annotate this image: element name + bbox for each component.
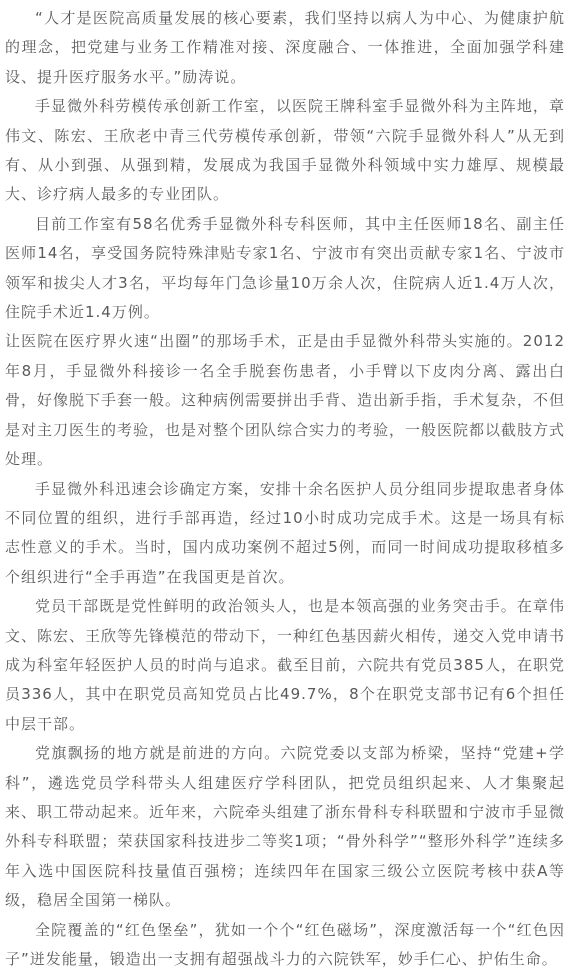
paragraph-party-members: 党员干部既是党性鲜明的政治领头人，也是本领高强的业务突击手。在章伟文、陈宏、王欣等先锋模范的带动下，一种红色基因薪火相传，递交入党申请书成为科室年轻医护人员的时尚与追求。截至目前，六院共有党员385人，在职党员336人，其中在职党员高知党员占比49.7%，8个在职党支部书记有6个担任中层干部。 xyxy=(5,597,566,733)
article-body xyxy=(5,4,565,974)
paragraph-surgery-result: 手显微外科迅速会诊确定方案，安排十余名医护人员分组同步提取患者身体不同位置的组织，进行手部再造，经过10小时成功完成手术。这是一场具有标志性意义的手术。当时，国内成功案例不超过5例，而同一时间成功提取移植多个组织进行“全手再造”在我国更是首次。 xyxy=(5,479,565,586)
paragraph-surgery-case: 让医院在医疗界火速“出圈”的那场手术，正是由手显微外科带头实施的。2012年8月，手显微外科接诊一名全手脱套伤患者，小手臂以下皮肉分离、露出白骨，好像脱下手套一般。这种病例需要拼出手背、造出新手指，手术复杂，不但是对主刀医生的考验，也是对整个团队综合实力的考验，一般医院都以截肢方式处理。 xyxy=(5,332,566,469)
paragraph-quote-litao: “人才是医院高质量发展的核心要素，我们坚持以病人为中心、为健康护航的理念，把党建与业务工作精准对接、深度融合、一体推进，全面加强学科建设、提升医疗服务水平。”励涛说。 xyxy=(5,9,565,86)
paragraph-studio-intro: 手显微外科劳模传承创新工作室，以医院王牌科室手显微外科为主阵地，章伟文、陈宏、王欣老中青三代劳模传承创新，带领“六院手显微外科人”从无到有、从小到强、从强到精，发展成为我国手显微外科领域中实力雄厚、规模最大、诊疗病人最多的专业团队。 xyxy=(5,97,565,204)
paragraph-studio-staff: 目前工作室有58名优秀手显微外科专科医师，其中主任医师18名、副主任医师14名，享受国务院特殊津贴专家1名、宁波市有突出贡献专家1名、宁波市领军和拔尖人才3名，平均每年门急诊量10万余人次，住院病人近1.4万人次，住院手术近1.4万例。 xyxy=(5,214,565,322)
paragraph-red-fortress: 全院覆盖的“红色堡垒”，犹如一个个“红色磁场”，深度激活每一个“红色因子”迸发能量，锻造出一支拥有超强战斗力的六院铁军，妙手仁心、护佑生命。 xyxy=(5,920,565,968)
paragraph-party-discipline: 党旗飘扬的地方就是前进的方向。六院党委以支部为桥梁，坚持“党建+学科”，遴选党员学科带头人组建医疗学科团队，把党员组织起来、人才集聚起来、职工带动起来。近年来，六院牵头组建了浙东骨科专科联盟和宁波市手显微外科专科联盟；荣获国家科技进步二等奖1项；“骨外科学”“整形外科学”连续多年入选中国医院科技量值百强榜；连续四年在国家三级公立医院考核中获A等级，稳居全国第一梯队。 xyxy=(5,744,566,910)
